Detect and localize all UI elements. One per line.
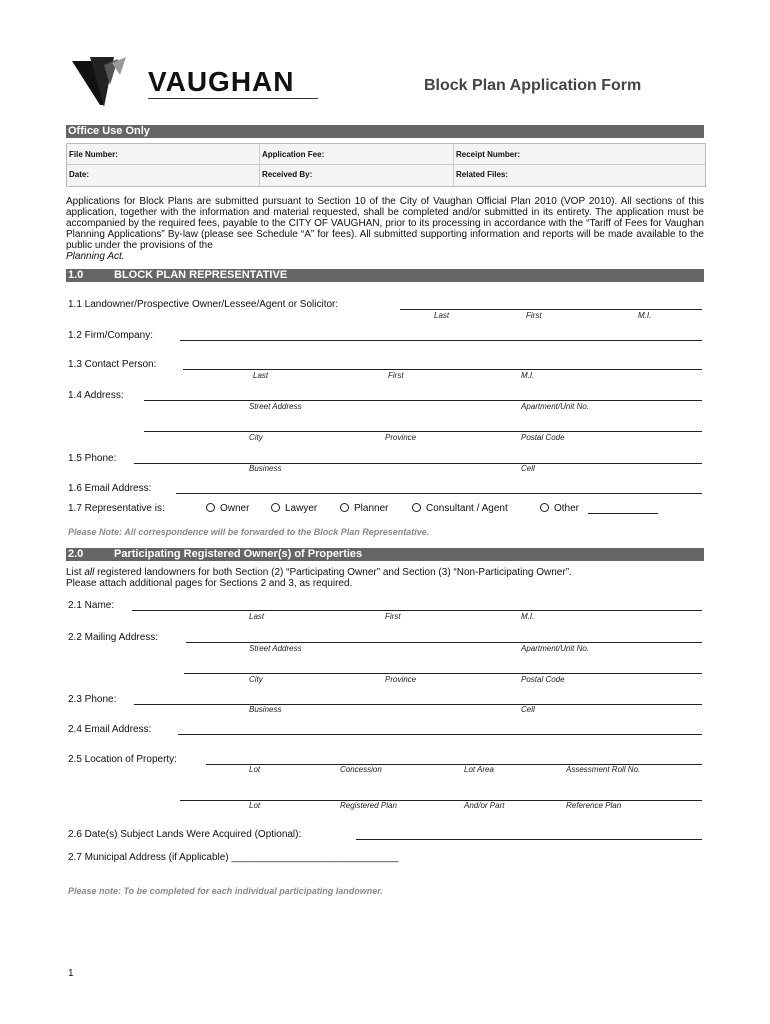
q-1-1-label: 1.1 Landowner/Prospective Owner/Lessee/Agent or Solicitor:	[68, 299, 339, 310]
cell-caption: Cell	[521, 705, 535, 714]
owner-radio[interactable]	[206, 503, 215, 512]
cell-caption: Cell	[521, 464, 535, 473]
intro-paragraph	[66, 196, 704, 262]
owner-option-label: Owner	[220, 503, 250, 514]
application-fee-label: Application Fee:	[262, 150, 325, 159]
lot-caption: Lot	[249, 801, 261, 810]
section-1-bar	[66, 269, 704, 282]
related-files-label: Related Files:	[456, 170, 509, 179]
street-caption: Street Address	[249, 644, 302, 653]
lot-caption: Lot	[249, 765, 261, 774]
q-1-7-label: 1.7 Representative is:	[68, 503, 165, 514]
office-use-bar	[66, 125, 704, 138]
owner-name-field[interactable]	[132, 610, 702, 611]
concession-caption: Concession	[340, 765, 382, 774]
street-caption: Street Address	[249, 402, 302, 411]
q-2-2-label: 2.2 Mailing Address:	[68, 632, 159, 643]
page-number: 1	[68, 968, 74, 979]
table-divider	[453, 144, 454, 186]
mi-caption: M.I.	[521, 371, 535, 380]
mi-caption: M.I.	[638, 311, 652, 320]
q-2-5-label: 2.5 Location of Property:	[68, 754, 177, 765]
roll-caption: Assessment Roll No.	[566, 765, 641, 774]
reference-plan-caption: Reference Plan	[566, 801, 622, 810]
lawyer-radio[interactable]	[271, 503, 280, 512]
registered-plan-caption: Registered Plan	[340, 801, 397, 810]
address-street-field[interactable]	[144, 400, 702, 401]
q-1-4-label: 1.4 Address:	[68, 390, 124, 401]
form-title: Block Plan Application Form	[424, 77, 642, 94]
mi-caption: M.I.	[521, 612, 535, 621]
table-divider	[259, 144, 260, 186]
other-radio[interactable]	[540, 503, 549, 512]
section-2-intro	[66, 567, 704, 589]
business-caption: Business	[249, 705, 282, 714]
last-caption: Last	[434, 311, 450, 320]
q-1-2-label: 1.2 Firm/Company:	[68, 330, 154, 341]
section-1-number: 1.0	[68, 269, 84, 281]
date-label: Date:	[69, 170, 90, 179]
q-2-4-label: 2.4 Email Address:	[68, 724, 152, 735]
consultant-agent-option-label: Consultant / Agent	[426, 503, 508, 514]
section-2-note: Please note: To be completed for each individual participating landowner.	[68, 886, 383, 896]
q-1-3-label: 1.3 Contact Person:	[68, 359, 157, 370]
q-1-6-label: 1.6 Email Address:	[68, 483, 152, 494]
planner-radio[interactable]	[340, 503, 349, 512]
mailing-street-field[interactable]	[186, 642, 702, 643]
intro-text: Applications for Block Plans are submitted pursuant to Section 10 of the City of Vaughan Official Plan 2010 (VOP 2010). All sections of this application, together with the information and material requested, shall be completed and/or submitted in its entirety. The application must be accompanied by the required fees, payable to the CITY OF VAUGHAN, prior to its processing in accordance with the “Tariff of Fees for Vaughan Planning Applications” By-law (please see Schedule “A” for fees). All submitted supporting information and reports will be made available to the public under the provisions of the	[66, 196, 704, 251]
apt-caption: Apartment/Unit No.	[521, 644, 590, 653]
city-caption: City	[249, 433, 263, 442]
logo-rule	[148, 98, 318, 99]
part-caption: And/or Part	[464, 801, 505, 810]
other-specify-field[interactable]	[588, 513, 658, 514]
email-field[interactable]	[176, 493, 702, 494]
table-divider	[67, 164, 705, 165]
q-2-3-label: 2.3 Phone:	[68, 694, 117, 705]
q-2-6-label: 2.6 Date(s) Subject Lands Were Acquired (Optional):	[68, 829, 302, 840]
section-1-note: Please Note: All correspondence will be forwarded to the Block Plan Representative.	[68, 527, 430, 537]
intro-all-emphasis: all	[84, 567, 95, 578]
representative-name-field[interactable]	[400, 309, 702, 310]
owner-email-field[interactable]	[178, 734, 702, 735]
q-2-7-label: 2.7 Municipal Address (if Applicable) ______________________________	[68, 852, 399, 863]
first-caption: First	[385, 612, 401, 621]
office-use-table	[66, 143, 706, 187]
last-caption: Last	[253, 371, 269, 380]
business-caption: Business	[249, 464, 282, 473]
date-acquired-field[interactable]	[356, 839, 702, 840]
province-caption: Province	[385, 433, 417, 442]
intro-text-part: registered landowners for both Section (2) “Participating Owner” and Section (3) “Non-Participating Owner”.	[94, 567, 572, 578]
office-use-title: Office Use Only	[68, 125, 150, 137]
mailing-city-field[interactable]	[184, 673, 702, 674]
section-2-title: Participating Registered Owner(s) of Properties	[114, 548, 363, 560]
postal-caption: Postal Code	[521, 433, 565, 442]
owner-phone-field[interactable]	[134, 704, 702, 705]
received-by-label: Received By:	[262, 170, 313, 179]
province-caption: Province	[385, 675, 417, 684]
section-2-number: 2.0	[68, 548, 84, 560]
logo-wordmark: VAUGHAN	[148, 66, 295, 97]
phone-field[interactable]	[134, 463, 702, 464]
apt-caption: Apartment/Unit No.	[521, 402, 590, 411]
lot-area-caption: Lot Area	[464, 765, 494, 774]
consultant-agent-radio[interactable]	[412, 503, 421, 512]
q-1-5-label: 1.5 Phone:	[68, 453, 117, 464]
q-2-1-label: 2.1 Name:	[68, 600, 115, 611]
address-city-field[interactable]	[144, 431, 702, 432]
first-caption: First	[388, 371, 404, 380]
intro-text-part: List	[66, 567, 85, 578]
section-1-title: BLOCK PLAN REPRESENTATIVE	[114, 269, 288, 281]
city-caption: City	[249, 675, 263, 684]
other-option-label: Other	[554, 503, 580, 514]
receipt-number-label: Receipt Number:	[456, 150, 521, 159]
file-number-label: File Number:	[69, 150, 118, 159]
contact-person-field[interactable]	[183, 369, 702, 370]
last-caption: Last	[249, 612, 265, 621]
firm-company-field[interactable]	[180, 340, 702, 341]
postal-caption: Postal Code	[521, 675, 565, 684]
section-2-bar	[66, 548, 704, 561]
first-caption: First	[526, 311, 542, 320]
planning-act-text: Planning Act.	[66, 251, 125, 262]
intro-text-part: Please attach additional pages for Sections 2 and 3, as required.	[66, 578, 353, 589]
planner-option-label: Planner	[354, 503, 389, 514]
lawyer-option-label: Lawyer	[285, 503, 318, 514]
